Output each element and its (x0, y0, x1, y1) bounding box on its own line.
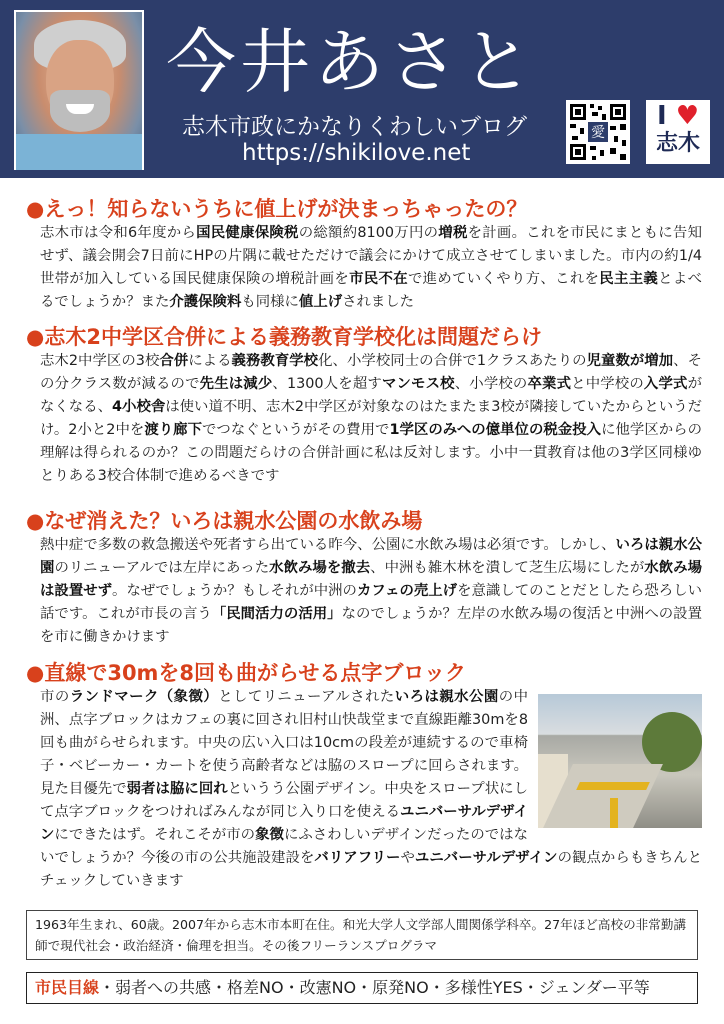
tagline-box (26, 972, 698, 1004)
body-text: を計画。これを市民にまともに告知せず、議会開会7日前にHPの片隅に載せただけで議会にかけて成立させてしまいました。市内の約1/4世帯が加入している国民健康保険の増税計画を (40, 225, 702, 287)
emphasis-text: 値上げ (298, 294, 343, 310)
emphasis-text: 4小校舎 (112, 399, 166, 415)
emphasis-text: いろは親水公園 (394, 689, 499, 705)
header-banner (0, 0, 724, 178)
body-text: で進めていくやり方、これを (407, 271, 600, 287)
emphasis-text: 渡り廊下 (144, 422, 202, 438)
bullet-dot-icon: ● (26, 661, 45, 685)
badge-city-text: 志木 (655, 131, 700, 156)
emphasis-text: 卒業式 (527, 376, 572, 392)
emphasis-text: 1学区のみへの億単位の税金投入 (389, 422, 602, 438)
author-profile: 1963年生まれ、60歳。2007年から志木市本町在住。和光大学人文学部人間関係学科卒。27年ほど高校の非常勤講師で現代社会・政治経済・倫理を担当。その後フリーランスプログラマ (26, 910, 698, 960)
body-text: 志木市は令和6年度から (40, 225, 197, 241)
body-text: の中洲、点字ブロックはカフェの裏に回され旧村山快哉堂まで直線距離30mを8回も曲がらせられます。中央の広い入口は10cmの段差が連続するので車椅子・ベビーカー・カートを使う高齢者などは脇のスロープに回らされます。見た目優先で (40, 689, 528, 797)
body-text: 。なぜでしょうか？もしそれが中洲の (112, 583, 357, 599)
section-heading: ●えっ！知らないうちに値上げが決まっちゃったの？ (26, 197, 528, 221)
emphasis-text: 水飲み場は設置せず (40, 560, 702, 599)
body-text: というう公園デザイン。中央をスロープ状にして点字ブロックをつければみんなが同じ入り口を使える (40, 781, 528, 820)
section-school-merger (26, 324, 702, 488)
section-body (40, 350, 702, 488)
body-text: の観点からもきちんとチェックしていきます (40, 850, 702, 889)
section-body (40, 222, 702, 314)
body-text: の総額約8100万円の (298, 225, 439, 241)
body-text: にふさわしいデザインだったのではないでしょうか？今後の市の公共施設建設を (40, 827, 528, 866)
section-heading: ●直線で30mを8回も曲がらせる点字ブロック (26, 661, 466, 685)
emphasis-text: ユニバーサルデザイン (414, 850, 558, 866)
body-text: としてリニューアルされた (218, 689, 395, 705)
emphasis-text: 市民不在 (349, 271, 408, 287)
emphasis-text: 合併 (159, 353, 189, 369)
body-text: のリニューアルでは左岸にあった (54, 560, 270, 576)
body-text: に他学区からの理解は得られるのか？この問題だらけの合併計画に私は反対します。小中一貫教育は他の3学区同様ゆとりある3校合体制で進めるべきです (40, 422, 702, 484)
emphasis-text: 義務教育学校 (231, 353, 319, 369)
bullet-dot-icon: ● (26, 325, 45, 349)
body-text: 、その分クラス数が減るので (40, 353, 702, 392)
emphasis-text: 増税 (438, 225, 468, 241)
section-price-hike (26, 196, 702, 314)
bullet-dot-icon: ● (26, 197, 45, 221)
body-text: なのでしょうか？左岸の水飲み場の復活と中洲への設置を市に働きかけます (40, 606, 702, 645)
section-water-fountain (26, 508, 702, 649)
emphasis-text: 「民間活力の活用」 (211, 606, 342, 622)
body-text: にできたはず。それこそが市の (54, 827, 256, 843)
emphasis-text: ランドマーク（象徴） (69, 689, 219, 705)
section-body (40, 686, 702, 893)
qr-center-label: 愛 (591, 125, 605, 141)
section-body (40, 534, 702, 649)
emphasis-text: 介護保険料 (169, 294, 242, 310)
author-name: 今井あさと (166, 21, 536, 103)
emphasis-text: カフェの売上げ (356, 583, 458, 599)
i-love-shiki-badge (646, 100, 710, 164)
tagline-rest: ・弱者への共感・格差NO・改憲NO・原発NO・多様性YES・ジェンダー平等 (99, 978, 650, 997)
park-path-photo (538, 694, 702, 828)
body-text: 化、小学校同士の合併で1クラスあたりの (318, 353, 587, 369)
emphasis-text: マンモス校 (381, 376, 455, 392)
qr-code-icon[interactable] (566, 100, 630, 164)
emphasis-text: 先生は減少 (199, 376, 273, 392)
body-text: と中学校の (571, 376, 644, 392)
emphasis-text: いろは親水公園 (40, 537, 702, 576)
section-heading: ●なぜ消えた？いろは親水公園の水飲み場 (26, 509, 423, 533)
bullet-dot-icon: ● (26, 509, 45, 533)
body-text: とよべるでしょうか？また (40, 271, 702, 310)
body-text: がなくなる、 (40, 376, 702, 415)
emphasis-text: 弱者は脇に回れ (126, 781, 228, 797)
body-text: も同様に (241, 294, 299, 310)
blog-url[interactable]: https://shikilove.net (242, 140, 471, 166)
body-text: 市の (40, 689, 70, 705)
emphasis-text: ユニバーサルデザイン (40, 804, 528, 843)
body-text: されました (342, 294, 415, 310)
heart-icon: ♥ (675, 101, 700, 131)
blog-subtitle: 志木市政にかなりくわしいブログ (182, 114, 527, 140)
body-text: 、中洲も雑木林を潰して芝生広場にしたが (370, 560, 645, 576)
emphasis-text: 水飲み場を撤去 (269, 560, 371, 576)
body-text: 熱中症で多数の救急搬送や死者すら出ている昨今、公園に水飲み場は必須です。しかし、 (40, 537, 616, 553)
section-tactile-blocks (26, 660, 702, 893)
badge-i-text: I (656, 101, 667, 131)
emphasis-text: 児童数が増加 (586, 353, 674, 369)
emphasis-text: バリアフリー (314, 850, 401, 866)
section-heading: ●志木2中学区合併による義務教育学校化は問題だらけ (26, 325, 542, 349)
body-text: や (400, 850, 415, 866)
emphasis-text: 国民健康保険税 (196, 225, 299, 241)
emphasis-text: 入学式 (643, 376, 688, 392)
body-text: を意識してのことだとしたら恐ろしい話です。これが市長の言う (40, 583, 702, 622)
emphasis-text: 民主主義 (599, 271, 659, 287)
body-text: 志木2中学区の3校 (40, 353, 160, 369)
body-text: は使い道不明、志木2中学区が対象なのはたまたま3校が隣接していたからというだけ。2小と2中を (40, 399, 702, 438)
body-text: 、1300人を超す (272, 376, 382, 392)
emphasis-text: 象徴 (255, 827, 284, 843)
body-text: による (188, 353, 232, 369)
body-text: 、小学校の (454, 376, 528, 392)
profile-photo (14, 10, 144, 170)
tagline-highlight: 市民目線 (35, 978, 100, 997)
body-text: でつなぐというがその費用で (202, 422, 390, 438)
